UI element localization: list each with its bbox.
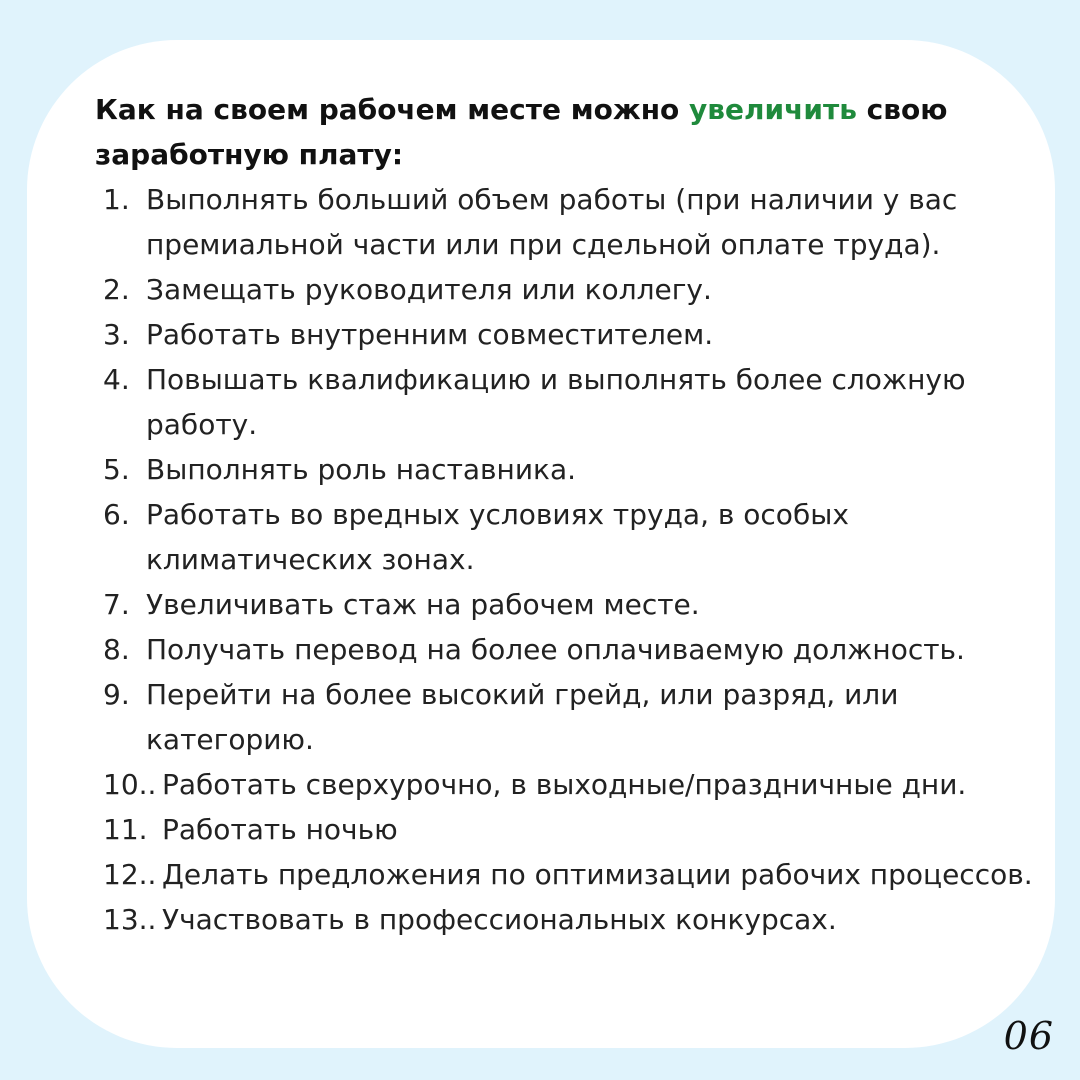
heading-accent: увеличить [689,93,857,126]
item-text: Замещать руководителя или коллегу. [146,273,712,306]
list-item-9 [95,672,1045,762]
item-text: Работать ночью [162,813,398,846]
item-number: 12.. [103,858,157,891]
item-number: 4. [103,363,130,396]
item-number: 3. [103,318,130,351]
item-number: 5. [103,453,130,486]
heading-text-before: Как на своем рабочем месте можно [95,93,690,126]
page-number: 06 [1003,1014,1054,1058]
list-item-5 [95,447,1045,492]
item-number: 8. [103,633,130,666]
item-number: 10.. [103,768,157,801]
heading-text-after: свою заработную плату: [95,93,948,171]
content [95,87,1045,942]
item-number: 7. [103,588,130,621]
list-item-4 [95,357,1045,447]
list-item-12 [95,852,1045,897]
item-text: Повышать квалификацию и выполнять более сложную работу. [146,363,966,441]
item-text: Выполнять роль наставника. [146,453,577,486]
item-text: Увеличивать стаж на рабочем месте. [146,588,700,621]
tips-list [95,177,1045,942]
item-number: 11. [103,813,148,846]
item-text: Получать перевод на более оплачиваемую должность. [146,633,965,666]
list-item-1 [95,177,1045,267]
item-number: 1. [103,183,130,216]
item-number: 2. [103,273,130,306]
item-number: 13.. [103,903,157,936]
heading [95,87,1045,177]
list-item-7 [95,582,1045,627]
list-item-10 [95,762,1045,807]
list-item-3 [95,312,1045,357]
item-text: Участвовать в профессиональных конкурсах. [162,903,837,936]
item-text: Делать предложения по оптимизации рабочих процессов. [162,858,1033,891]
item-number: 9. [103,678,130,711]
item-text: Работать во вредных условиях труда, в особых климатических зонах. [146,498,849,576]
item-text: Работать сверхурочно, в выходные/праздничные дни. [162,768,967,801]
list-item-2 [95,267,1045,312]
list-item-6 [95,492,1045,582]
item-text: Выполнять больший объем работы (при наличии у вас премиальной части или при сдельной оплате труда). [146,183,958,261]
item-number: 6. [103,498,130,531]
list-item-11 [95,807,1045,852]
item-text: Перейти на более высокий грейд, или разряд, или категорию. [146,678,899,756]
list-item-8 [95,627,1045,672]
list-item-13 [95,897,1045,942]
item-text: Работать внутренним совместителем. [146,318,714,351]
